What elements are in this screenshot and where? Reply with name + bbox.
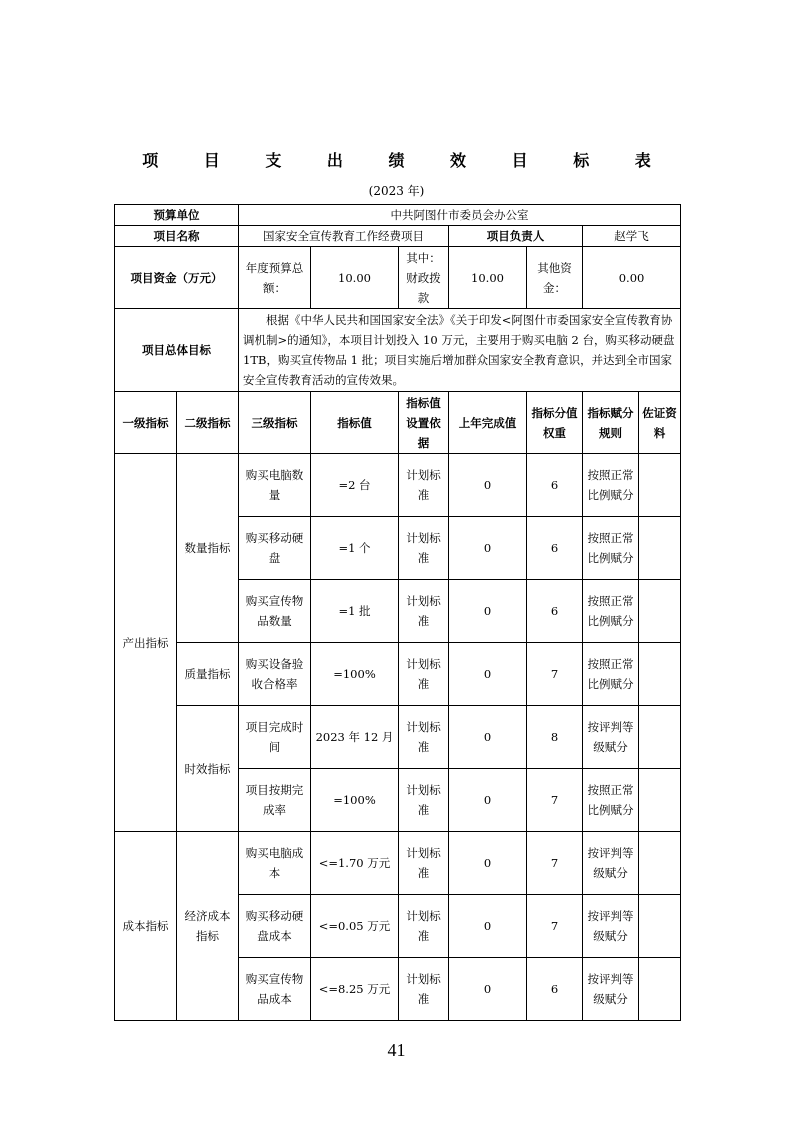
indicator-weight: 6	[527, 580, 583, 643]
header-evidence: 佐证资料	[639, 392, 681, 454]
indicator-evidence	[639, 643, 681, 706]
indicator-name: 购买宣传物品成本	[239, 958, 311, 1021]
indicator-weight: 7	[527, 895, 583, 958]
indicator-weight: 7	[527, 643, 583, 706]
project-name-value: 国家安全宣传教育工作经费项目	[239, 226, 449, 247]
indicator-last-year: 0	[449, 706, 527, 769]
group-cost: 成本指标	[115, 832, 177, 1021]
page-number: 41	[387, 1040, 406, 1060]
group-quality: 质量指标	[177, 643, 239, 706]
indicator-name: 购买电脑成本	[239, 832, 311, 895]
table-row	[115, 454, 681, 517]
indicator-rule: 按照正常比例赋分	[583, 769, 639, 832]
indicator-name: 购买移动硬盘	[239, 517, 311, 580]
indicator-evidence	[639, 832, 681, 895]
indicator-weight: 7	[527, 832, 583, 895]
fiscal-label: 其中：财政拨款	[399, 247, 449, 309]
indicator-value: =2 台	[311, 454, 399, 517]
indicator-last-year: 0	[449, 895, 527, 958]
indicator-last-year: 0	[449, 517, 527, 580]
performance-target-table	[114, 204, 681, 1021]
header-row	[115, 392, 681, 454]
indicator-rule: 按照正常比例赋分	[583, 580, 639, 643]
funds-row	[115, 247, 681, 309]
indicator-evidence	[639, 706, 681, 769]
indicator-evidence	[639, 958, 681, 1021]
indicator-last-year: 0	[449, 454, 527, 517]
header-last-year: 上年完成值	[449, 392, 527, 454]
project-name-label: 项目名称	[115, 226, 239, 247]
other-funds-label: 其他资金：	[527, 247, 583, 309]
budget-unit-label: 预算单位	[115, 205, 239, 226]
funds-label: 项目资金（万元）	[115, 247, 239, 309]
indicator-basis: 计划标准	[399, 895, 449, 958]
indicator-value: =1 个	[311, 517, 399, 580]
indicator-rule: 按评判等级赋分	[583, 832, 639, 895]
goal-row	[115, 309, 681, 392]
indicator-rule: 按评判等级赋分	[583, 895, 639, 958]
indicator-name: 项目按期完成率	[239, 769, 311, 832]
indicator-value: <=0.05 万元	[311, 895, 399, 958]
indicator-weight: 6	[527, 517, 583, 580]
header-weight: 指标分值权重	[527, 392, 583, 454]
project-name-row	[115, 226, 681, 247]
project-leader-value: 赵学飞	[583, 226, 681, 247]
indicator-evidence	[639, 454, 681, 517]
header-rule: 指标赋分规则	[583, 392, 639, 454]
indicator-name: 购买电脑数量	[239, 454, 311, 517]
fiscal-value: 10.00	[449, 247, 527, 309]
budget-unit-value: 中共阿图什市委员会办公室	[239, 205, 681, 226]
group-economic-cost: 经济成本指标	[177, 832, 239, 1021]
header-level3: 三级指标	[239, 392, 311, 454]
other-funds-value: 0.00	[583, 247, 681, 309]
indicator-weight: 7	[527, 769, 583, 832]
indicator-value: <=1.70 万元	[311, 832, 399, 895]
indicator-rule: 按照正常比例赋分	[583, 643, 639, 706]
indicator-name: 项目完成时间	[239, 706, 311, 769]
indicator-last-year: 0	[449, 580, 527, 643]
indicator-rule: 按照正常比例赋分	[583, 454, 639, 517]
table-row	[115, 706, 681, 769]
indicator-basis: 计划标准	[399, 706, 449, 769]
indicator-name: 购买宣传物品数量	[239, 580, 311, 643]
indicator-basis: 计划标准	[399, 454, 449, 517]
indicator-evidence	[639, 517, 681, 580]
indicator-value: =100%	[311, 769, 399, 832]
goal-text: 根据《中华人民共和国国家安全法》《关于印发<阿图什市委国家安全宣传教育协调机制>的通知》，本项目计划投入 10 万元，主要用于购买电脑 2 台，购买移动硬盘 1TB，购买宣传物品 1 批；项目实施后增加群众国家安全教育意识，并达到全市国家安全宣传教育活动的宣传效果。	[239, 309, 681, 392]
indicator-evidence	[639, 769, 681, 832]
indicator-value: =100%	[311, 643, 399, 706]
indicator-basis: 计划标准	[399, 832, 449, 895]
indicator-basis: 计划标准	[399, 580, 449, 643]
goal-label: 项目总体目标	[115, 309, 239, 392]
indicator-weight: 6	[527, 958, 583, 1021]
indicator-evidence	[639, 580, 681, 643]
annual-total-value: 10.00	[311, 247, 399, 309]
header-basis: 指标值设置依据	[399, 392, 449, 454]
header-level2: 二级指标	[177, 392, 239, 454]
indicator-value: <=8.25 万元	[311, 958, 399, 1021]
group-quantity: 数量指标	[177, 454, 239, 643]
indicator-last-year: 0	[449, 832, 527, 895]
indicator-value: 2023 年 12 月	[311, 706, 399, 769]
indicator-basis: 计划标准	[399, 517, 449, 580]
indicator-rule: 按评判等级赋分	[583, 958, 639, 1021]
budget-unit-row	[115, 205, 681, 226]
indicator-rule: 按照正常比例赋分	[583, 517, 639, 580]
group-output: 产出指标	[115, 454, 177, 832]
indicator-last-year: 0	[449, 958, 527, 1021]
table-row	[115, 832, 681, 895]
indicator-weight: 8	[527, 706, 583, 769]
indicator-last-year: 0	[449, 643, 527, 706]
indicator-last-year: 0	[449, 769, 527, 832]
table-row	[115, 643, 681, 706]
indicator-basis: 计划标准	[399, 643, 449, 706]
page-title: 项 目 支 出 绩 效 目 标 表	[142, 151, 671, 170]
header-value: 指标值	[311, 392, 399, 454]
indicator-basis: 计划标准	[399, 958, 449, 1021]
header-level1: 一级指标	[115, 392, 177, 454]
indicator-rule: 按评判等级赋分	[583, 706, 639, 769]
indicator-evidence	[639, 895, 681, 958]
indicator-weight: 6	[527, 454, 583, 517]
annual-total-label: 年度预算总额：	[239, 247, 311, 309]
document-year: (2023 年)	[368, 184, 425, 198]
group-timeliness: 时效指标	[177, 706, 239, 832]
indicator-basis: 计划标准	[399, 769, 449, 832]
indicator-name: 购买移动硬盘成本	[239, 895, 311, 958]
project-leader-label: 项目负责人	[449, 226, 583, 247]
indicator-name: 购买设备验收合格率	[239, 643, 311, 706]
indicator-value: =1 批	[311, 580, 399, 643]
